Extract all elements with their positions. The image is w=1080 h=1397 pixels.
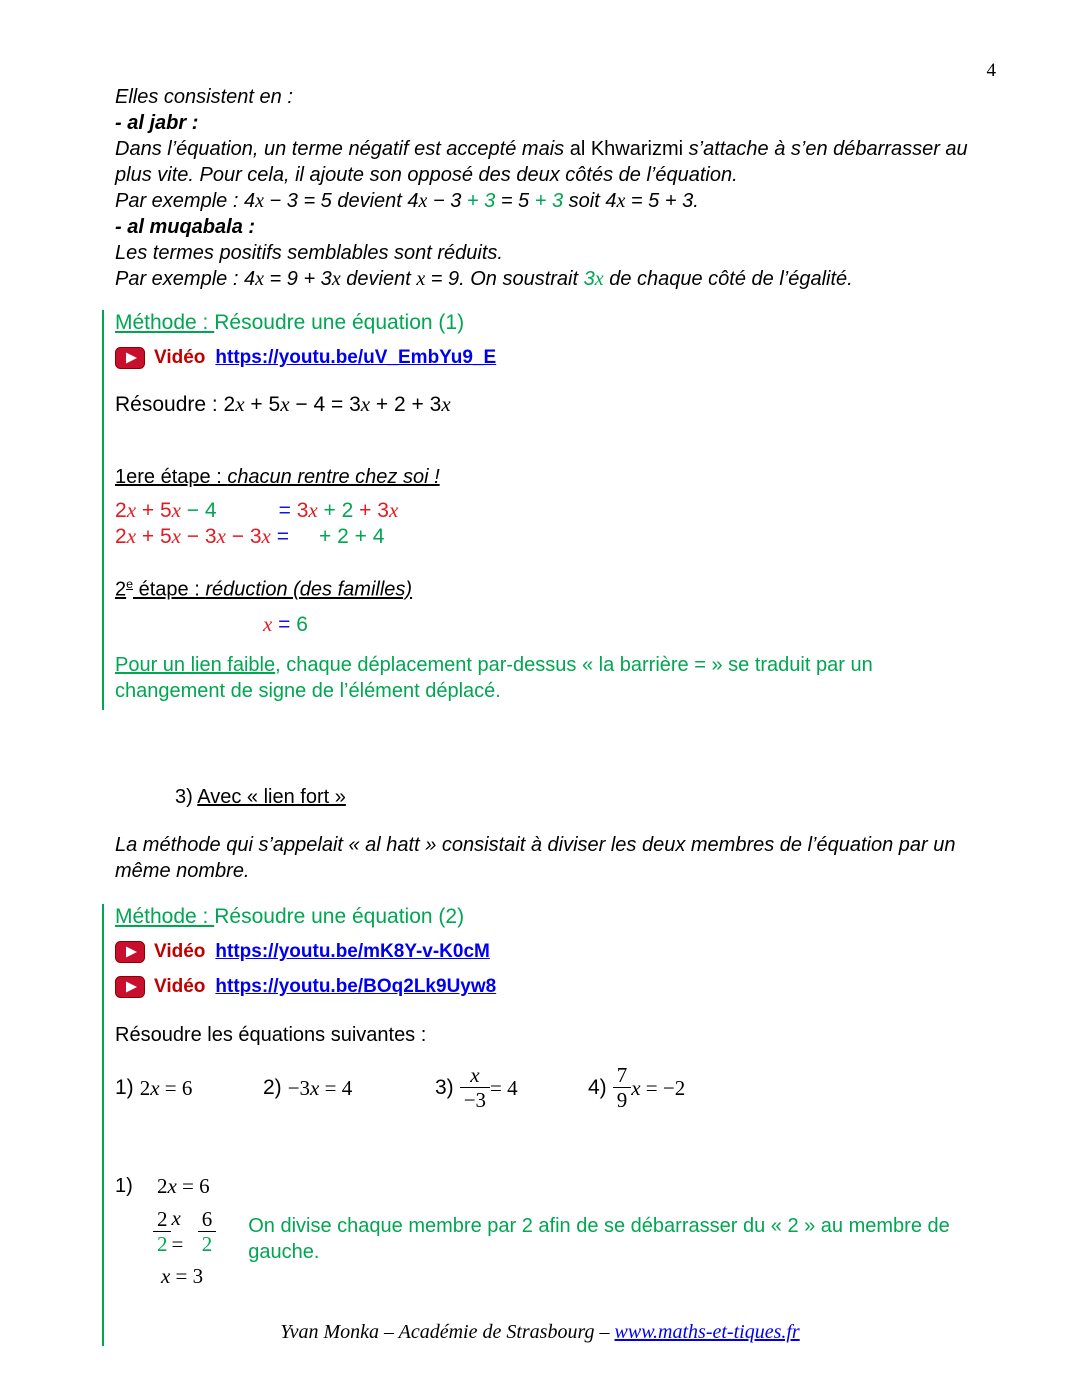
intro-section: [115, 84, 977, 292]
fraction-numerator: x: [470, 1063, 480, 1087]
method1-title: Méthode : Résoudre une équation (1): [115, 311, 465, 334]
method-box-2: [102, 904, 977, 1346]
method1-exercise: Résoudre : 2x + 5x − 4 = 3x + 2 + 3x: [115, 392, 451, 416]
fraction-denominator: 9: [613, 1087, 632, 1111]
equation-line-1-left: 2x + 5x − 4: [115, 498, 217, 522]
solution-note: On divise chaque membre par 2 afin de se débarrasser du « 2 » au membre de gauche.: [248, 1215, 950, 1264]
method2-exercise: Résoudre les équations suivantes :: [115, 1024, 427, 1046]
al-hatt-paragraph: La méthode qui s’appelait « al hatt » consistait à diviser les deux membres de l’équation par un même nombre.: [115, 834, 956, 882]
equation-item-2: [263, 1075, 435, 1101]
video-link[interactable]: https://youtu.be/mK8Y-v-K0cM: [215, 941, 490, 962]
fraction: [460, 1064, 490, 1111]
equation-item-3: [435, 1064, 588, 1111]
solution-fraction-middle: x =: [171, 1206, 184, 1257]
equation-line-2-right: + 2 + 4: [318, 525, 385, 548]
lien-faible-note: Pour un lien faible, chaque déplacement par-dessus « la barrière = » se traduit par un changement de signe de l’élément déplacé.: [115, 653, 873, 702]
solution-line-3: x = 3: [160, 1264, 204, 1289]
equation-line-2-left: 2x + 5x − 3x − 3x =: [115, 524, 289, 548]
step2-title: 2e étape : réduction (des familles): [115, 577, 413, 601]
video-link[interactable]: https://youtu.be/BOq2Lk9Uyw8: [215, 976, 497, 997]
equation-line-1-right: = 3x + 2 + 3x: [278, 498, 399, 522]
page-number: 4: [986, 60, 996, 81]
equation-item-math: −3x = 4: [287, 1075, 353, 1100]
solution-block: [115, 1173, 977, 1289]
fraction-denominator: 2: [153, 1231, 172, 1255]
footer: [0, 1319, 1080, 1345]
equation-item-label: 2): [263, 1075, 282, 1099]
video-label: Vidéo: [154, 976, 206, 997]
section3-heading: 3) Avec « lien fort »: [175, 786, 346, 808]
video-play-icon: [115, 976, 145, 998]
step1-title: 1ere étape : chacun rentre chez soi !: [115, 466, 440, 488]
fraction-numerator: 2: [156, 1206, 168, 1231]
method2-video-line-1: [115, 939, 977, 965]
equation-item-label: 1): [115, 1075, 134, 1099]
fraction: [153, 1208, 172, 1255]
equation-result: x = 6: [263, 611, 308, 636]
video-label: Vidéo: [154, 347, 206, 368]
fraction-numerator: 6: [201, 1206, 213, 1231]
method1-video-line: [115, 345, 977, 371]
solution-equations: [153, 1173, 216, 1289]
equation-line-1: [115, 498, 977, 523]
fraction-denominator: −3: [460, 1087, 490, 1111]
video-link[interactable]: https://youtu.be/uV_EmbYu9_E: [215, 347, 497, 368]
equation-item-label: 4): [588, 1075, 607, 1099]
equation-item-math: x = −2: [631, 1075, 686, 1100]
al-jabr-heading: - al jabr :: [115, 112, 199, 134]
fraction: [613, 1064, 632, 1111]
video-play-icon: [115, 941, 145, 963]
equations-row: [115, 1064, 977, 1111]
equation-line-2: [115, 524, 977, 549]
al-muqabala-heading: - al muqabala :: [115, 216, 256, 238]
equation-item-4: [588, 1064, 685, 1111]
al-jabr-example: Par exemple : 4x − 3 = 5 devient 4x − 3 + 3 = 5 + 3 soit 4x = 5 + 3.: [115, 190, 699, 212]
solution-label: 1): [115, 1175, 133, 1198]
video-play-icon: [115, 347, 145, 369]
footer-text: Yvan Monka – Académie de Strasbourg – www.maths-et-tiques.fr: [280, 1321, 800, 1343]
fraction: [198, 1208, 217, 1255]
equation-item-label: 3): [435, 1075, 454, 1099]
solution-fraction-line: [153, 1205, 216, 1257]
al-jabr-paragraph: Dans l’équation, un terme négatif est accepté mais al Khwarizmi s’attache à s’en débarrasser au plus vite. Pour cela, il ajoute son opposé des deux côtés de l’équation.: [115, 138, 968, 186]
equation-item-math: = 4: [490, 1075, 518, 1100]
equation-item-math: 2x = 6: [139, 1075, 193, 1100]
page-content: [115, 84, 977, 1346]
equation-item-1: [115, 1075, 263, 1101]
video-label: Vidéo: [154, 941, 206, 962]
method-box-1: [102, 310, 977, 710]
al-muqabala-example: Par exemple : 4x = 9 + 3x devient x = 9. On soustrait 3x de chaque côté de l’égalité.: [115, 268, 853, 290]
method2-title: Méthode : Résoudre une équation (2): [115, 905, 465, 928]
solution-line-1: 2x = 6: [156, 1174, 210, 1199]
fraction-denominator: 2: [198, 1231, 217, 1255]
fraction-numerator: 7: [616, 1063, 628, 1087]
al-muqabala-paragraph: Les termes positifs semblables sont réduits.: [115, 242, 503, 264]
intro-consist: Elles consistent en :: [115, 86, 293, 108]
method2-video-line-2: [115, 974, 977, 1000]
